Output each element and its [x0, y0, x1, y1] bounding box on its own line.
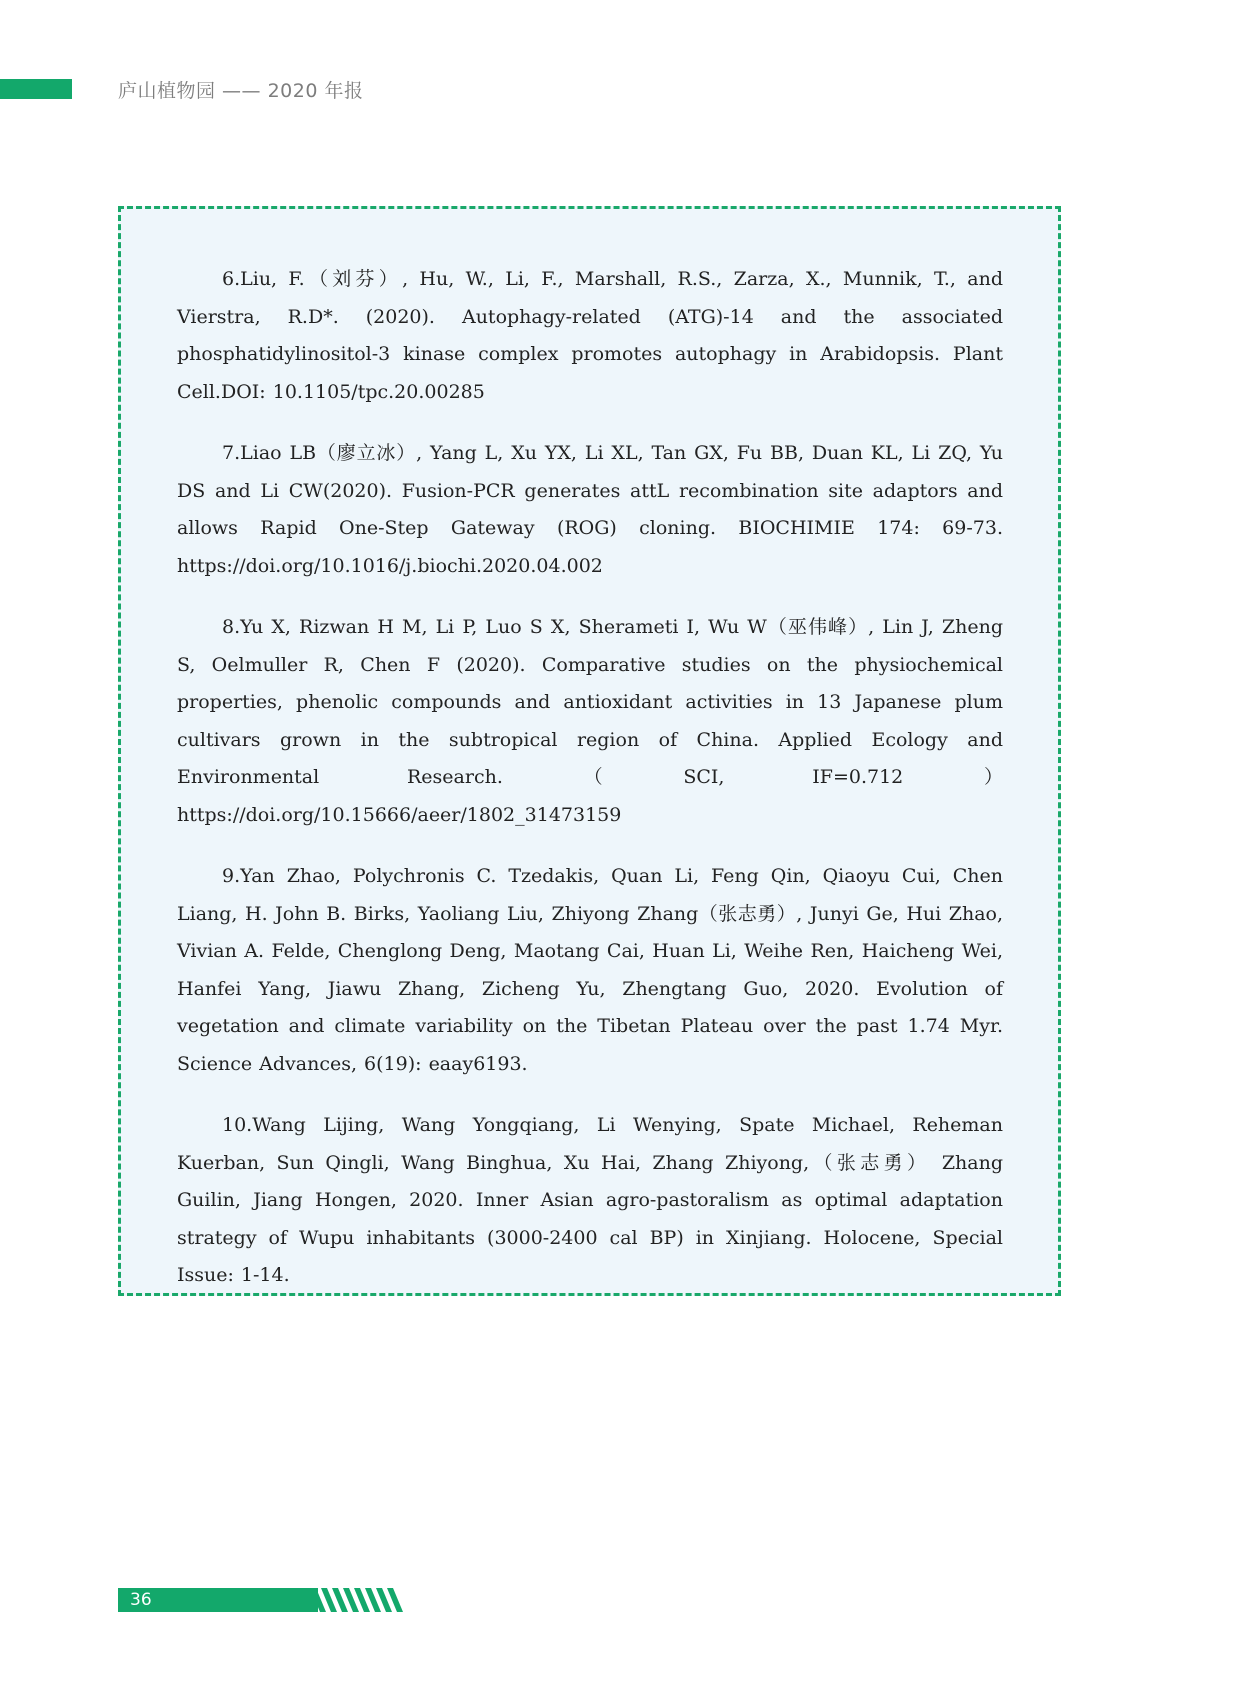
page-number: 36	[130, 1590, 152, 1610]
reference-list	[177, 261, 1003, 1319]
header-title: 庐山植物园 —— 2020 年报	[118, 80, 364, 102]
reference-item-8: 8.Yu X, Rizwan H M, Li P, Luo S X, Sherameti I, Wu W（巫伟峰）, Lin J, Zheng S, Oelmuller R, Chen F (2020). Comparative studies on the physiochemical properties, phenolic compounds and antioxidant activities in 13 Japanese plum cultivars grown in the subtropical region of China. Applied Ecology and Environmental Research.（SCI, IF=0.712）https://doi.org/10.15666/aeer/1802_31473159	[177, 616, 1003, 826]
reference-item-6: 6.Liu, F.（刘芬）, Hu, W., Li, F., Marshall, R.S., Zarza, X., Munnik, T., and Vierstra, R.D*. (2020). Autophagy-related (ATG)-14 and the associated phosphatidylinositol-3 kinase complex promotes autophagy in Arabidopsis. Plant Cell.DOI: 10.1105/tpc.20.00285	[177, 268, 1003, 403]
footer-bar	[118, 1588, 318, 1612]
references-box	[118, 206, 1061, 1296]
reference-item-7: 7.Liao LB（廖立冰）, Yang L, Xu YX, Li XL, Tan GX, Fu BB, Duan KL, Li ZQ, Yu DS and Li CW(2020). Fusion-PCR generates attL recombination site adaptors and allows Rapid One-Step Gateway (ROG) cloning. BIOCHIMIE 174: 69-73. https://doi.org/10.1016/j.biochi.2020.04.002	[177, 442, 1003, 577]
reference-item-9: 9.Yan Zhao, Polychronis C. Tzedakis, Quan Li, Feng Qin, Qiaoyu Cui, Chen Liang, H. John B. Birks, Yaoliang Liu, Zhiyong Zhang（张志勇）, Junyi Ge, Hui Zhao, Vivian A. Felde, Chenglong Deng, Maotang Cai, Huan Li, Weihe Ren, Haicheng Wei, Hanfei Yang, Jiawu Zhang, Zicheng Yu, Zhengtang Guo, 2020. Evolution of vegetation and climate variability on the Tibetan Plateau over the past 1.74 Myr. Science Advances, 6(19): eaay6193.	[177, 865, 1003, 1075]
footer-stripes-decoration	[310, 1588, 414, 1612]
header-accent-bar	[0, 79, 72, 99]
reference-item-10: 10.Wang Lijing, Wang Yongqiang, Li Wenying, Spate Michael, Reheman Kuerban, Sun Qingli, Wang Binghua, Xu Hai, Zhang Zhiyong,（张志勇） Zhang Guilin, Jiang Hongen, 2020. Inner Asian agro-pastoralism as optimal adaptation strategy of Wupu inhabitants (3000-2400 cal BP) in Xinjiang. Holocene, Special Issue: 1-14.	[177, 1114, 1003, 1286]
